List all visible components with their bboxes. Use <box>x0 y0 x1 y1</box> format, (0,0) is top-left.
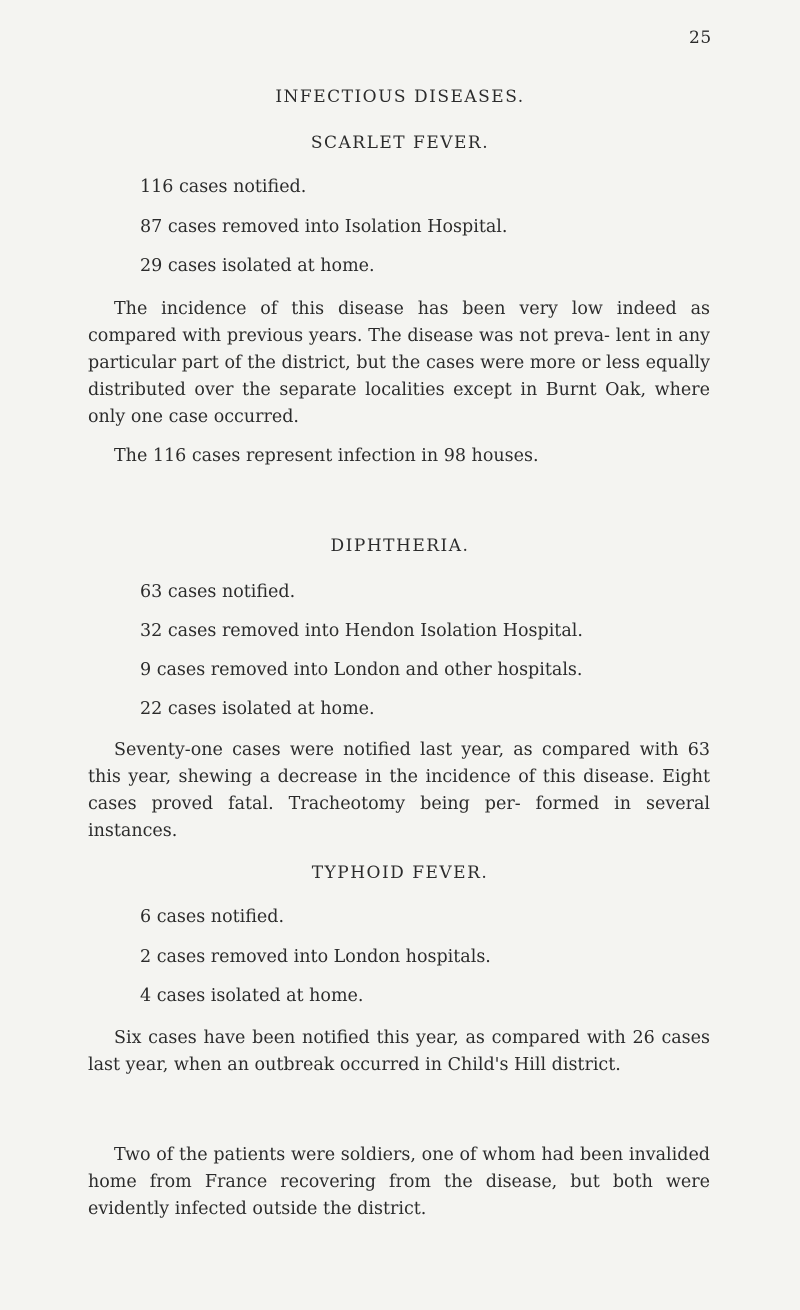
typhoid-fever-item: 6 cases notified. <box>140 907 285 927</box>
diphtheria-paragraph: Seventy-one cases were notified last year, as compared with 63 this year, shewing a decrease in the incidence of this disease. Eight cases proved fatal. Tracheotomy being per- formed in several instances. <box>88 740 710 841</box>
document-title: INFECTIOUS DISEASES. <box>275 87 525 107</box>
typhoid-fever-heading: TYPHOID FEVER. <box>311 863 489 883</box>
typhoid-fever-item: 4 cases isolated at home. <box>140 986 364 1006</box>
scarlet-fever-heading: SCARLET FEVER. <box>310 133 490 153</box>
diphtheria-item: 63 cases notified. <box>140 582 296 602</box>
diphtheria-item: 32 cases removed into Hendon Isolation Hospital. <box>140 621 583 641</box>
diphtheria-heading: DIPHTHERIA. <box>330 536 470 556</box>
scarlet-fever-paragraph: The 116 cases represent infection in 98 houses. <box>114 446 539 466</box>
typhoid-fever-paragraph: Six cases have been notified this year, as compared with 26 cases last year, when an outbreak occurred in Child's Hill district. <box>88 1028 710 1075</box>
scarlet-fever-item: 116 cases notified. <box>140 177 307 197</box>
typhoid-fever-item: 2 cases removed into London hospitals. <box>140 947 491 967</box>
scarlet-fever-item: 29 cases isolated at home. <box>140 256 375 276</box>
page-number: 25 <box>689 28 712 48</box>
scarlet-fever-paragraph: The incidence of this disease has been very low indeed as compared with previous years. The disease was not preva- lent in any particular part of the district, but the cases were more or less equally distributed over the separate localities except in Burnt Oak, where only one case occurred. <box>88 299 710 427</box>
diphtheria-item: 22 cases isolated at home. <box>140 699 375 719</box>
scarlet-fever-item: 87 cases removed into Isolation Hospital. <box>140 217 508 237</box>
diphtheria-item: 9 cases removed into London and other hospitals. <box>140 660 583 680</box>
typhoid-fever-paragraph: Two of the patients were soldiers, one of whom had been invalided home from France recovering from the disease, but both were evidently infected outside the district. <box>88 1145 710 1219</box>
